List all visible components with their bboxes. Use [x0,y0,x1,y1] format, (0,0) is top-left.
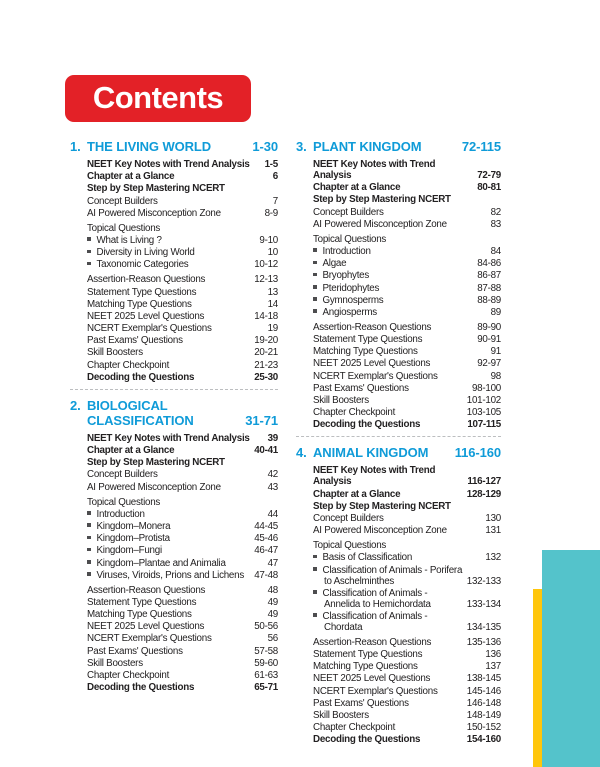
toc-row [87,509,278,520]
item-label: Assertion-Reason Questions [87,274,206,286]
item-label: Statement Type Questions [313,649,423,661]
item-pages: 145-146 [466,685,501,697]
section-items [87,159,278,383]
item-label: AI Powered Misconception Zone [87,481,221,493]
item-pages: 20-21 [254,347,278,359]
item-label: Past Exams' Questions [87,335,183,347]
item-label: Kingdom–Monera [87,521,250,532]
item-label: Chapter at a Glance [87,171,175,183]
toc-row [313,501,501,512]
item-pages: 50-56 [254,621,278,633]
item-pages: 98 [490,370,501,382]
section-number: 3. [296,139,307,154]
section-pages: 116-160 [454,445,501,461]
item-pages: 47-48 [254,569,278,581]
item-label: Concept Builders [313,206,384,218]
toc-row [87,609,278,620]
item-label: Classification of Animals - Chordata [313,611,463,633]
item-pages: 80-81 [477,182,501,194]
toc-row [87,299,278,310]
toc-row [313,258,501,269]
item-pages: 44-45 [254,520,278,532]
toc-row [87,570,278,581]
item-label: Decoding the Questions [313,734,421,746]
item-pages: 57-58 [254,645,278,657]
toc-row [313,283,501,294]
item-pages: 6 [272,171,278,183]
toc-row [313,419,501,430]
item-pages: 40-41 [254,445,278,456]
item-label: Assertion-Reason Questions [313,636,432,648]
toc-row [87,482,278,493]
item-label: NEET 2025 Level Questions [313,358,431,370]
item-label: Assertion-Reason Questions [87,584,206,596]
toc-column-left [70,139,278,693]
item-pages: 48 [267,584,278,596]
toc-row [313,489,501,500]
item-label: Introduction [313,246,487,257]
toc-row [313,552,501,563]
item-label: Chapter at a Glance [87,445,175,456]
edge-bar-teal [542,550,600,767]
section-divider [296,436,501,437]
item-pages: 13 [267,286,278,298]
item-label: NEET Key Notes with Trend Analysis [87,159,250,170]
toc-row [313,588,501,610]
toc-row [313,234,501,245]
toc-row [313,346,501,357]
item-label: Classification of Animals - Porifera to Aschelminthes [313,565,463,587]
item-label: Taxonomic Categories [87,259,250,270]
toc-row [87,247,278,258]
item-pages: 107-115 [467,419,501,431]
item-pages: 128-129 [466,488,501,500]
item-label: Gymnosperms [313,295,473,306]
item-label: Classification of Animals - Annelida to Hemichordata [313,588,463,610]
toc-row [87,159,278,170]
item-pages: 137 [485,661,501,673]
item-pages: 45-46 [254,533,278,545]
toc-row [87,545,278,556]
item-pages: 148-149 [466,710,501,721]
item-label: AI Powered Misconception Zone [87,207,221,219]
page-title: Contents [92,80,224,115]
toc-row [313,525,501,536]
toc-row [313,182,501,193]
toc-section [70,398,278,693]
toc-row [87,457,278,468]
toc-row [313,322,501,333]
toc-row [87,311,278,322]
section-items [87,433,278,693]
toc-row [313,307,501,318]
item-label: AI Powered Misconception Zone [313,218,447,230]
toc-row [313,371,501,382]
item-pages: 146-148 [466,697,501,709]
toc-row [87,433,278,444]
toc-row [313,698,501,709]
item-label: Chapter Checkpoint [87,359,170,371]
item-pages: 98-100 [471,382,501,394]
item-label: Concept Builders [87,195,158,207]
item-pages: 39 [267,432,278,444]
item-pages: 61-63 [254,670,278,681]
item-label: Skill Boosters [313,710,369,721]
toc-row [313,513,501,524]
item-pages: 83 [490,218,501,230]
contents-badge [65,75,251,122]
toc-row [313,722,501,733]
item-pages: 134-135 [466,621,501,633]
item-label: NCERT Exemplar's Questions [313,685,438,697]
item-pages: 130 [485,512,501,524]
item-pages: 132-133 [466,575,501,587]
toc-row [313,270,501,281]
toc-row [313,565,501,587]
item-label: Chapter Checkpoint [313,407,396,419]
toc-row [313,637,501,648]
item-label: Matching Type Questions [87,298,192,310]
toc-row [87,323,278,334]
item-pages: 21-23 [254,359,278,371]
item-label: NEET Key Notes with Trend Analysis [313,465,436,488]
item-pages: 90-91 [477,334,501,346]
item-pages: 91 [490,346,501,358]
toc-row [87,196,278,207]
item-pages: 49 [267,596,278,608]
section-number: 1. [70,139,81,154]
toc-row [313,395,501,406]
toc-row [87,171,278,182]
item-label: Skill Boosters [313,395,369,406]
section-pages: 72-115 [461,139,501,154]
item-pages: 44 [267,508,278,520]
section-items [313,159,501,430]
item-pages: 92-97 [477,358,501,370]
item-pages: 138-145 [466,673,501,685]
section-pages: 31-71 [245,412,278,428]
item-label: NEET 2025 Level Questions [313,673,431,685]
toc-row [87,347,278,358]
item-pages: 14 [267,298,278,310]
item-label: Step by Step Mastering NCERT [313,500,451,512]
item-pages: 43 [267,481,278,493]
toc-row [87,533,278,544]
toc-section [296,139,501,430]
item-label: Viruses, Viroids, Prions and Lichens [87,570,250,581]
toc-row [87,558,278,569]
item-pages: 84-86 [477,258,501,270]
item-label: Assertion-Reason Questions [313,321,432,333]
item-pages: 47 [267,557,278,569]
item-label: Skill Boosters [87,657,143,669]
item-label: NEET 2025 Level Questions [87,310,205,322]
toc-row [313,540,501,551]
item-label: Decoding the Questions [87,371,195,383]
section-pages: 1-30 [252,139,278,154]
item-pages: 103-105 [466,407,501,419]
item-pages: 14-18 [254,310,278,322]
section-heading [296,139,501,154]
toc-row [87,335,278,346]
item-label: Kingdom–Fungi [87,545,250,556]
item-pages: 87-88 [477,282,501,294]
toc-row [313,194,501,205]
toc-row [313,246,501,257]
item-label: Chapter Checkpoint [87,670,170,681]
toc-row [87,682,278,693]
toc-row [87,670,278,681]
section-title: BIOLOGICAL CLASSIFICATION [87,397,194,428]
item-pages: 150-152 [466,722,501,734]
toc-row [313,734,501,745]
item-label: What is Living ? [87,235,255,246]
toc-row [87,646,278,657]
item-pages: 42 [267,469,278,481]
item-label: Step by Step Mastering NCERT [87,457,225,469]
toc-row [313,649,501,660]
item-label: NCERT Exemplar's Questions [313,370,438,382]
item-label: Concept Builders [313,512,384,524]
toc-row [87,208,278,219]
section-number: 2. [70,397,81,413]
item-label: Algae [313,258,473,269]
toc-row [313,207,501,218]
item-pages: 12-13 [254,274,278,286]
item-label: Step by Step Mastering NCERT [87,183,225,195]
item-pages: 88-89 [477,294,501,306]
item-label: Introduction [87,509,264,520]
toc-column-right [296,139,501,745]
item-label: AI Powered Misconception Zone [313,525,447,537]
toc-row [87,287,278,298]
item-pages: 10-12 [254,259,278,271]
item-label: Step by Step Mastering NCERT [313,194,451,206]
item-pages: 89 [490,306,501,318]
item-pages: 65-71 [254,682,278,694]
item-pages: 116-127 [467,476,501,488]
toc-row [87,183,278,194]
item-pages: 7 [272,195,278,207]
toc-row [87,274,278,285]
item-label: Matching Type Questions [87,609,192,621]
toc-row [313,219,501,230]
toc-row [313,383,501,394]
toc-row [87,259,278,270]
item-label: Topical Questions [87,496,161,508]
toc-row [313,407,501,418]
item-pages: 131 [485,525,501,537]
item-label: Statement Type Questions [313,334,423,346]
toc-row [313,295,501,306]
toc-row [313,358,501,369]
item-pages: 10 [267,247,278,259]
section-heading [70,398,278,428]
item-label: Topical Questions [87,222,161,234]
section-heading [296,445,501,460]
toc-row [87,469,278,480]
toc-row [87,621,278,632]
item-pages: 132 [485,552,501,564]
toc-row [313,465,501,487]
item-label: Diversity in Living World [87,247,264,258]
item-pages: 101-102 [466,395,501,406]
toc-row [313,710,501,721]
item-pages: 8-9 [264,207,278,219]
toc-row [87,223,278,234]
toc-row [313,159,501,181]
section-heading [70,139,278,154]
item-label: Chapter at a Glance [313,182,401,194]
item-pages: 46-47 [254,545,278,557]
toc-row [87,597,278,608]
toc-row [87,585,278,596]
item-label: Topical Questions [313,233,387,245]
item-label: Past Exams' Questions [87,645,183,657]
toc-row [313,611,501,633]
item-label: Kingdom–Protista [87,533,250,544]
item-pages: 89-90 [477,321,501,333]
item-pages: 59-60 [254,657,278,669]
item-pages: 154-160 [466,734,501,746]
section-items [313,465,501,745]
item-pages: 84 [490,245,501,257]
item-label: Topical Questions [313,540,387,552]
edge-bar-yellow [533,589,542,767]
toc-row [313,334,501,345]
toc-row [87,445,278,456]
item-label: NEET Key Notes with Trend Analysis [313,159,436,181]
item-label: Decoding the Questions [313,419,421,431]
toc-row [87,658,278,669]
section-number: 4. [296,445,307,461]
item-pages: 19 [267,323,278,335]
toc-row [87,521,278,532]
item-label: NCERT Exemplar's Questions [87,323,212,335]
item-label: Past Exams' Questions [313,382,409,394]
item-label: Decoding the Questions [87,682,195,694]
section-title: PLANT KINGDOM [313,139,422,154]
item-pages: 72-79 [477,170,501,181]
item-pages: 56 [267,633,278,645]
item-label: Chapter at a Glance [313,488,401,500]
item-label: Chapter Checkpoint [313,722,396,734]
item-pages: 136 [485,649,501,661]
item-label: Concept Builders [87,469,158,481]
item-label: Matching Type Questions [313,661,418,673]
item-label: Basis of Classification [313,552,481,563]
item-pages: 49 [267,609,278,621]
item-pages: 1-5 [264,159,278,170]
item-label: NCERT Exemplar's Questions [87,633,212,645]
item-pages: 133-134 [466,598,501,610]
toc-row [87,360,278,371]
toc-section [70,139,278,383]
toc-row [313,673,501,684]
section-divider [70,389,278,390]
toc-row [87,497,278,508]
item-label: Past Exams' Questions [313,697,409,709]
item-label: Statement Type Questions [87,596,197,608]
item-pages: 82 [490,206,501,218]
item-label: Skill Boosters [87,347,143,359]
item-pages: 9-10 [259,234,278,246]
item-label: Pteridophytes [313,283,473,294]
item-pages: 86-87 [477,270,501,282]
toc-section [296,445,501,745]
item-label: NEET Key Notes with Trend Analysis [87,432,250,444]
toc-row [313,661,501,672]
section-title: THE LIVING WORLD [87,139,212,154]
item-label: Kingdom–Plantae and Animalia [87,558,264,569]
toc-row [313,686,501,697]
item-pages: 135-136 [466,636,501,648]
item-label: Bryophytes [313,270,473,281]
toc-row [87,633,278,644]
item-label: Matching Type Questions [313,346,418,358]
item-pages: 25-30 [254,371,278,383]
section-title: ANIMAL KINGDOM [313,445,429,461]
item-pages: 19-20 [254,335,278,347]
item-label: Statement Type Questions [87,286,197,298]
toc-row [87,235,278,246]
toc-row [87,372,278,383]
item-label: Angiosperms [313,307,487,318]
item-label: NEET 2025 Level Questions [87,621,205,633]
